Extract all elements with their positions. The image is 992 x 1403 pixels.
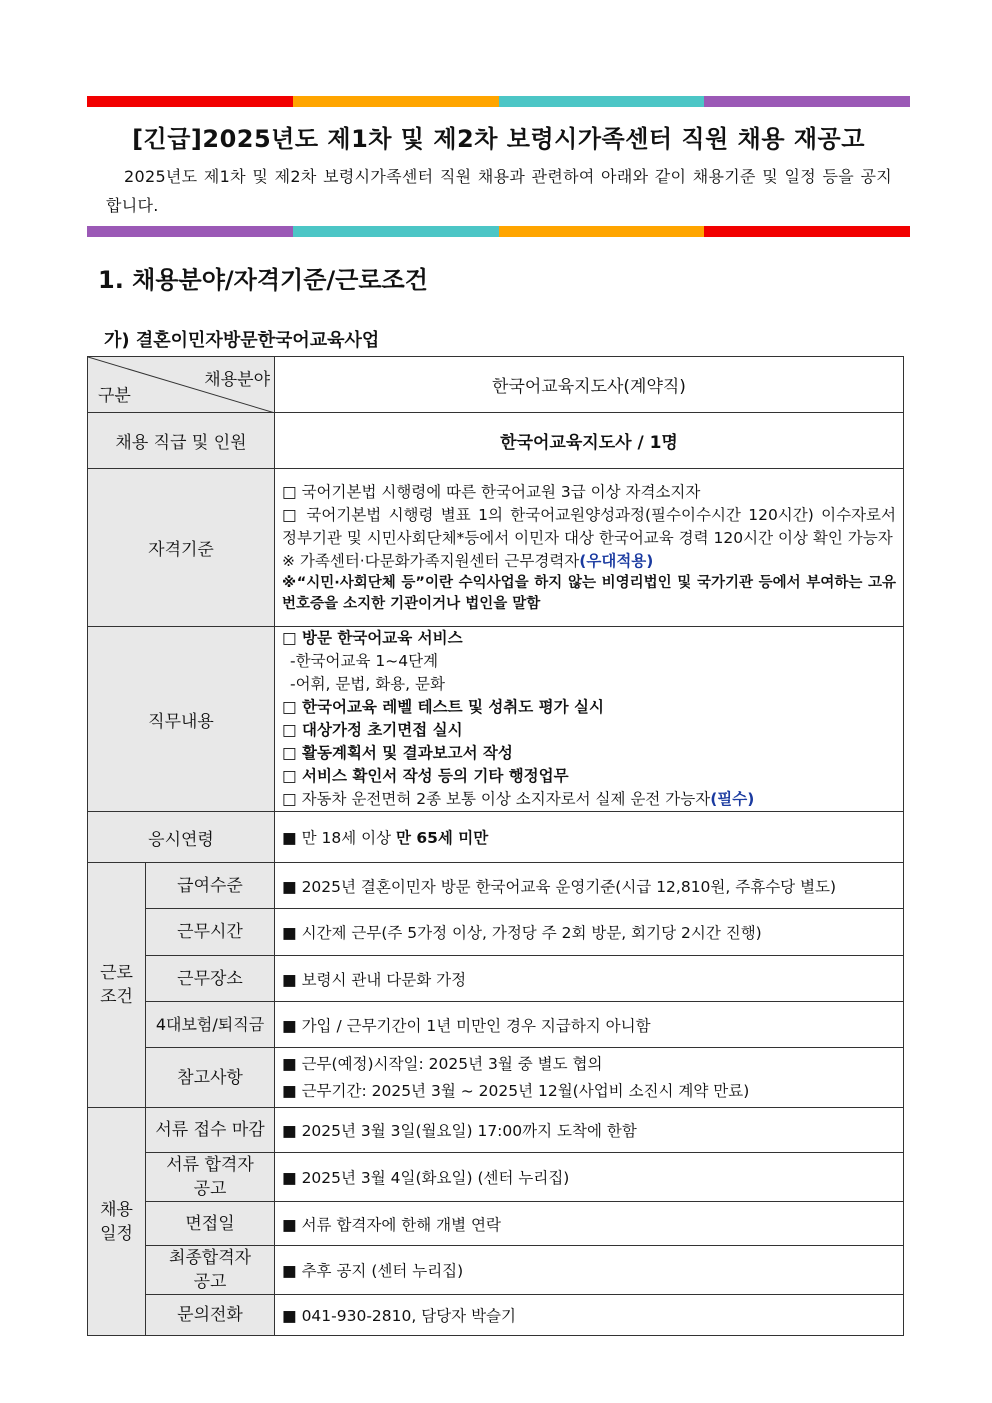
final-pass-label: 최종합격자 공고 (146, 1246, 275, 1295)
insurance-value: ■ 가입 / 근무기간이 1년 미만인 경우 지급하지 아니함 (275, 1002, 904, 1048)
duty-subitem: -어휘, 문법, 화용, 문화 (290, 675, 445, 693)
conditions-label: 근로 조건 (88, 863, 146, 1108)
schedule-label: 채용 일정 (88, 1108, 146, 1336)
table-corner-header (88, 357, 275, 413)
subsection-heading: 가) 결혼이민자방문한국어교육사업 (104, 330, 380, 351)
duty-item: □ 한국어교육 레벨 테스트 및 성취도 평가 실시 (282, 698, 604, 716)
age-value: ■ 만 18세 이상 만 65세 미만 (275, 812, 904, 863)
hours-value: ■ 시간제 근무(주 5가정 이상, 가정당 주 2회 방문, 회기당 2시간 진행) (275, 909, 904, 956)
qual-item: ※ 가족센터·다문화가족지원센터 근무경력자(우대적용) (282, 551, 654, 570)
page-title: [긴급]2025년도 제1차 및 제2차 보령시가족센터 직원 채용 재공고 (132, 125, 865, 153)
document-pass-value: ■ 2025년 3월 4일(화요일) (센터 누리집) (275, 1153, 904, 1202)
duty-label: 직무내용 (88, 627, 275, 812)
reference-label: 참고사항 (146, 1048, 275, 1108)
qual-item: □ 국어기본법 시행령 별표 1의 한국어교원양성과정(필수이수시간 120시간) 이수자로서 정부기관 및 시민사회단체*등에서 이민자 대상 한국어교육 경력 120시간 이상 확인 가능자 (282, 505, 896, 547)
field-value: 한국어교육지도사(계약직) (275, 357, 904, 413)
place-label: 근무장소 (146, 956, 275, 1002)
bottom-color-bar (87, 226, 910, 237)
corner-bottom-label: 구분 (98, 386, 131, 406)
duty-item: □ 자동차 운전면허 2종 보통 이상 소지자로서 실제 운전 가능자(필수) (282, 790, 755, 808)
duty-item: □ 활동계획서 및 결과보고서 작성 (282, 744, 513, 762)
document-pass-label: 서류 합격자 공고 (146, 1153, 275, 1202)
final-pass-value: ■ 추후 공지 (센터 누리집) (275, 1246, 904, 1295)
duty-item: □ 방문 한국어교육 서비스 (282, 629, 463, 647)
contact-label: 문의전화 (146, 1295, 275, 1336)
interview-label: 면접일 (146, 1202, 275, 1246)
interview-value: ■ 서류 합격자에 한해 개별 연락 (275, 1202, 904, 1246)
deadline-value: ■ 2025년 3월 3일(월요일) 17:00까지 도착에 한함 (275, 1108, 904, 1153)
salary-label: 급여수준 (146, 863, 275, 909)
salary-value: ■ 2025년 결혼이민자 방문 한국어교육 운영기준(시급 12,810원, 주휴수당 별도) (275, 863, 904, 909)
contact-value: ■ 041-930-2810, 담당자 박슬기 (275, 1295, 904, 1336)
deadline-label: 서류 접수 마감 (146, 1108, 275, 1153)
duty-item: □ 대상가정 초기면접 실시 (282, 721, 463, 739)
qualification-label: 자격기준 (88, 469, 275, 627)
section-heading: 1. 채용분야/자격기준/근로조건 (98, 266, 428, 294)
duty-value (275, 627, 904, 812)
top-color-bar (87, 96, 910, 107)
qual-item: □ 국어기본법 시행령에 따른 한국어교원 3급 이상 자격소지자 (282, 482, 701, 501)
corner-top-label: 채용분야 (204, 370, 270, 390)
duty-item: □ 서비스 확인서 작성 등의 기타 행정업무 (282, 767, 569, 785)
rank-value: 한국어교육지도사 / 1명 (275, 413, 904, 469)
intro-text: 2025년도 제1차 및 제2차 보령시가족센터 직원 채용과 관련하여 아래와 같이 채용기준 및 일정 등을 공지합니다. (106, 167, 892, 215)
hours-label: 근무시간 (146, 909, 275, 956)
rank-label: 채용 직급 및 인원 (88, 413, 275, 469)
reference-value: ■ 근무(예정)시작일: 2025년 3월 중 별도 협의 ■ 근무기간: 2025년 3월 ~ 2025년 12월(사업비 소진시 계약 만료) (275, 1048, 904, 1108)
place-value: ■ 보령시 관내 다문화 가정 (275, 956, 904, 1002)
duty-subitem: -한국어교육 1~4단계 (290, 652, 439, 670)
insurance-label: 4대보험/퇴직금 (146, 1002, 275, 1048)
age-label: 응시연령 (88, 812, 275, 863)
qual-note: ※“시민·사회단체 등”이란 수익사업을 하지 않는 비영리법인 및 국가기관 등에서 부여하는 고유번호증을 소지한 기관이거나 법인을 말함 (282, 574, 896, 612)
recruitment-table (87, 356, 904, 1336)
qualification-value (275, 469, 904, 627)
